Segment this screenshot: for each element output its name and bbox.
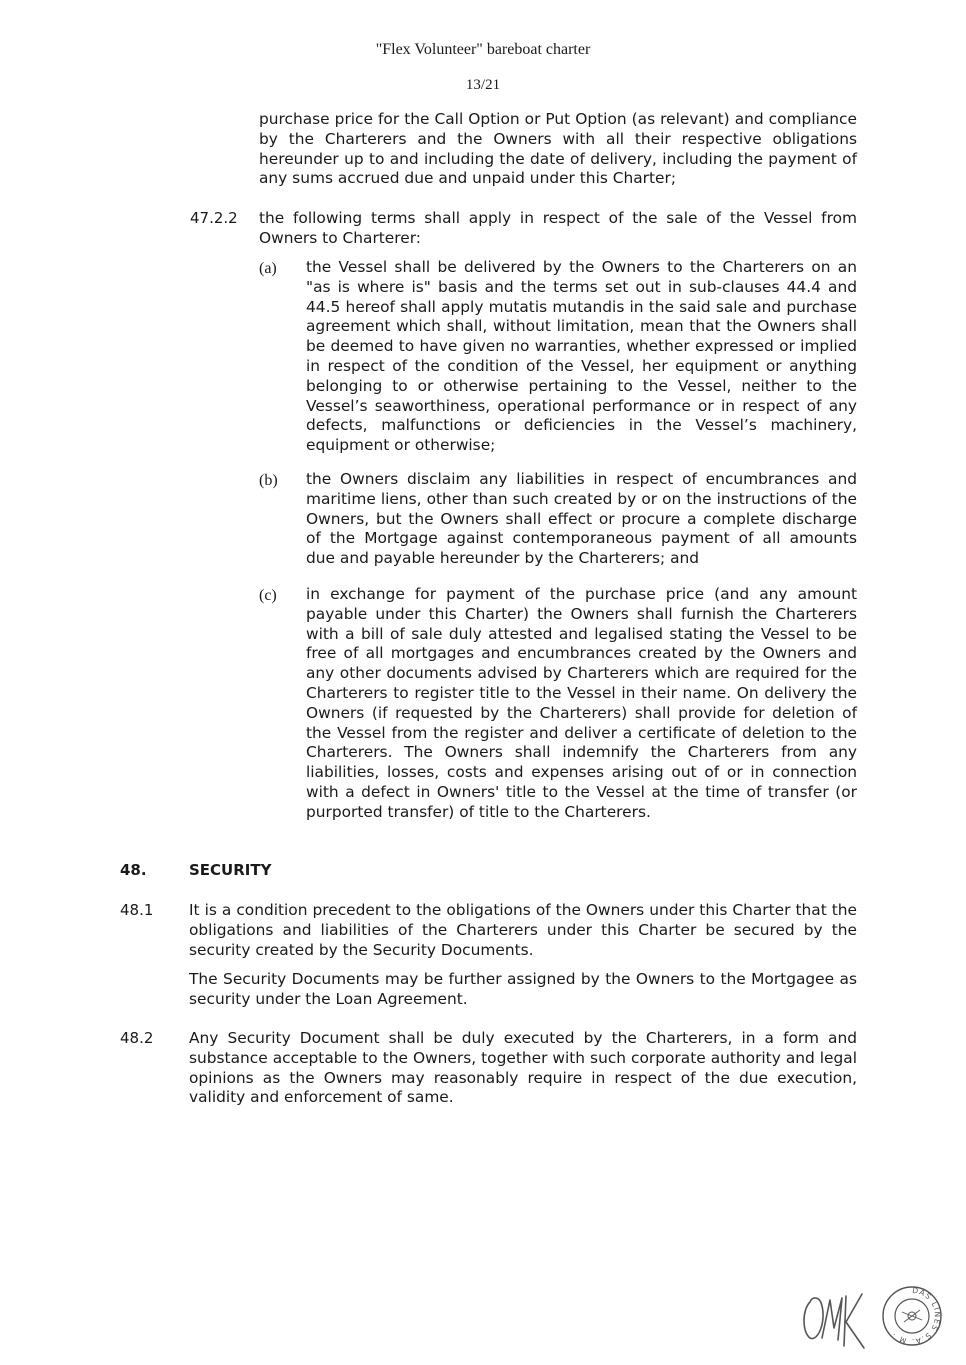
clause-47-2-2-text: the following terms shall apply in respect of the sale of the Vessel from Owners to Charterer: [259, 209, 857, 247]
document-header-title: "Flex Volunteer" bareboat charter [375, 41, 591, 58]
section-heading-security: SECURITY [189, 861, 272, 879]
clause-number-48-2: 48.2 [120, 1029, 154, 1047]
item-label-a: (a) [259, 260, 277, 277]
item-b-text: the Owners disclaim any liabilities in respect of encumbrances and maritime liens, other than such created by or on the instructions of the Owners, but the Owners shall effect or procure a complete discharge of the Mortgage against contemporaneous payment of all amounts due and payable hereunder by the Charterers; and [306, 470, 857, 568]
clause-48-1-paragraph-2: The Security Documents may be further assigned by the Owners to the Mortgagee as security under the Loan Agreement. [189, 970, 857, 1008]
item-label-b: (b) [259, 472, 278, 489]
clause-48-2-text: Any Security Document shall be duly executed by the Charterers, in a form and substance acceptable to the Owners, together with such corporate authority and legal opinions as the Owners may reasonably require in respect of the due execution, validity and enforcement of same. [189, 1029, 857, 1107]
svg-text:DAS LINES S.A. M ·: DAS LINES S.A. M · [889, 1285, 943, 1347]
company-stamp [880, 1284, 944, 1348]
clause-number-47-2-2: 47.2.2 [190, 209, 238, 227]
clause-48-1-paragraph-1: It is a condition precedent to the obligations of the Owners under this Charter that the obligations and liabilities of the Charterers under this Charter be secured by the security created by the Security Documents. [189, 901, 857, 959]
signature-initials [800, 1282, 866, 1352]
item-a-text: the Vessel shall be delivered by the Owners to the Charterers on an "as is where is" basis and the terms set out in sub-clauses 44.4 and 44.5 hereof shall apply mutatis mutandis in the said sale and purchase agreement which shall, without limitation, mean that the Owners shall be deemed to have given no warranties, whether expressed or implied in respect of the condition of the Vessel, her equipment or anything belonging to or otherwise pertaining to the Vessel, neither to the Vessel’s seaworthiness, operational performance or in respect of any defects, malfunctions or deficiencies in the Vessel’s machinery, equipment or otherwise; [306, 258, 857, 455]
item-c-text: in exchange for payment of the purchase price (and any amount payable under this Charter) the Owners shall furnish the Charterers with a bill of sale duly attested and legalised stating the Vessel to be free of all mortgages and encumbrances created by the Owners and any other documents advised by Charterers which are required for the Charterers to register title to the Vessel in their name. On delivery the Owners (if requested by the Charterers) shall provide for deletion of the Vessel from the register and deliver a certificate of deletion to the Charterers. The Owners shall indemnify the Charterers from any liabilities, losses, costs and expenses arising out of or in connection with a defect in Owners' title to the Vessel at the time of transfer (or purported transfer) of title to the Charterers. [306, 585, 857, 821]
item-label-c: (c) [259, 587, 277, 604]
clause-number-48-1: 48.1 [120, 901, 154, 919]
page-number: 13/21 [465, 77, 501, 93]
section-number-48: 48. [120, 861, 147, 879]
clause-47-2-1-continuation: purchase price for the Call Option or Put Option (as relevant) and compliance by the Charterers and the Owners with all their respective obligations hereunder up to and including the date of delivery, including the payment of any sums accrued due and unpaid under this Charter; [259, 110, 857, 188]
